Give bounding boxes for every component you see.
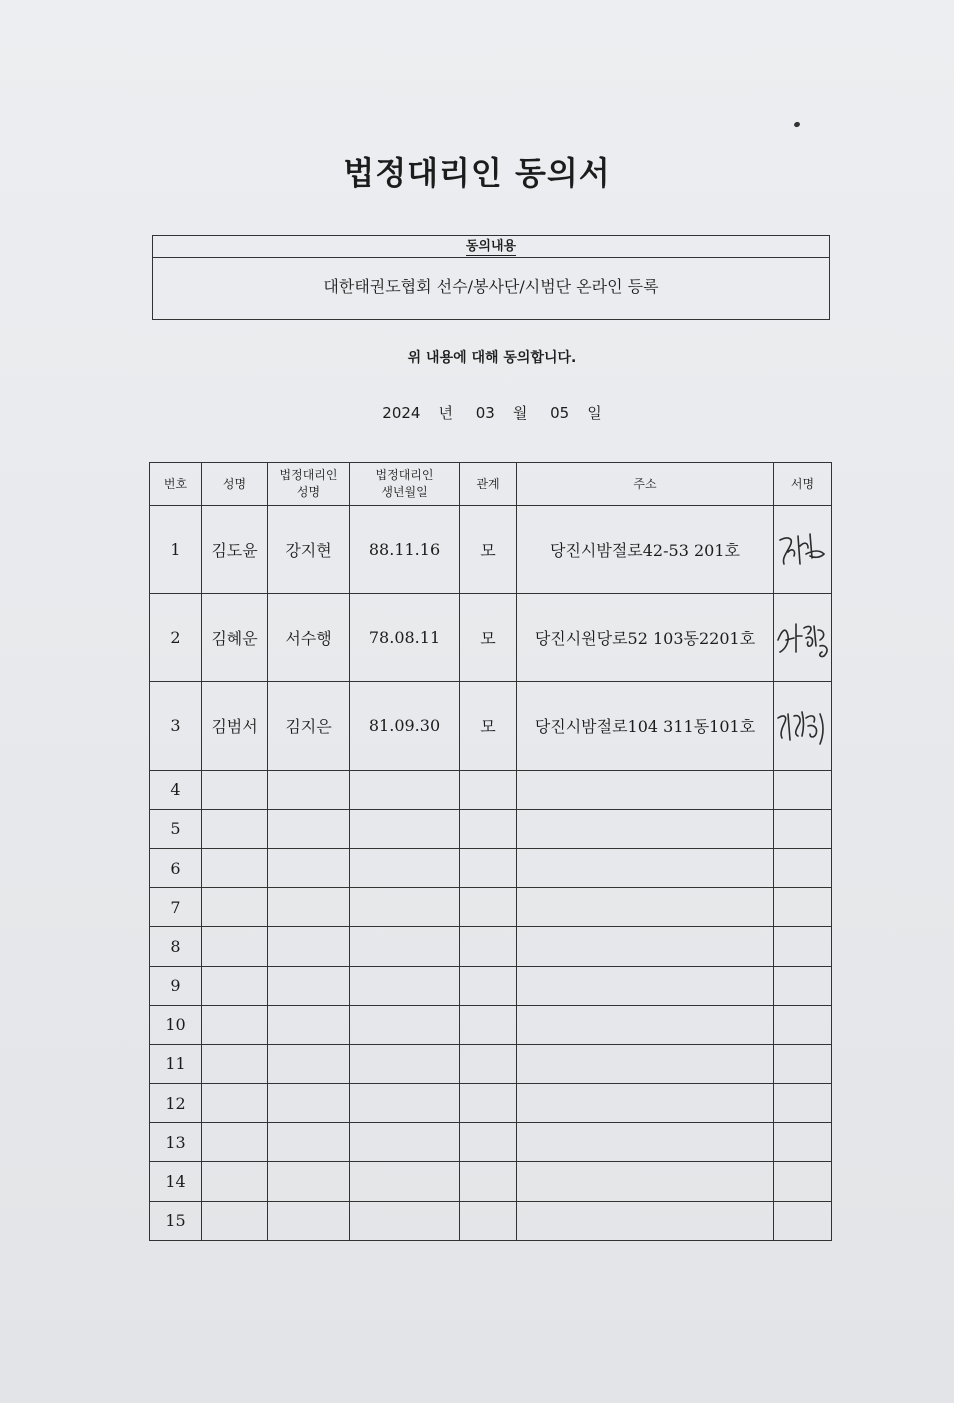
header-relation: 관계	[460, 463, 517, 506]
row-number-cell: 9	[150, 966, 202, 1005]
student-name-cell	[202, 1201, 268, 1240]
student-name-cell	[202, 966, 268, 1005]
table-row	[150, 848, 832, 887]
table-row	[150, 966, 832, 1005]
relation-cell	[460, 1201, 517, 1240]
guardian-birth-cell	[350, 809, 460, 848]
table-row	[150, 594, 832, 682]
table-row	[150, 1123, 832, 1162]
address-cell	[517, 809, 774, 848]
guardian-name-cell: 서수행	[268, 594, 350, 682]
guardian-table	[149, 462, 832, 1241]
relation-cell	[460, 927, 517, 966]
header-name: 성명	[202, 463, 268, 506]
date-year: 2024	[382, 404, 421, 422]
handwritten-signature	[774, 528, 834, 572]
signature-cell	[774, 848, 832, 887]
document-title: 법정대리인 동의서	[343, 154, 611, 192]
address-cell	[517, 848, 774, 887]
row-number-cell: 5	[150, 809, 202, 848]
row-number-cell: 10	[150, 1005, 202, 1044]
address-cell	[517, 770, 774, 809]
relation-cell	[460, 770, 517, 809]
signature-cell	[774, 594, 832, 682]
consent-box-content: 대한태권도협회 선수/봉사단/시범단 온라인 등록	[323, 277, 659, 296]
table-row	[150, 1005, 832, 1044]
guardian-name-cell	[268, 1044, 350, 1083]
date-day: 05	[550, 404, 570, 422]
student-name-cell	[202, 1084, 268, 1123]
guardian-name-cell: 김지은	[268, 682, 350, 770]
signature-cell	[774, 888, 832, 927]
signature-cell	[774, 1162, 832, 1201]
student-name-cell	[202, 927, 268, 966]
signature-cell	[774, 770, 832, 809]
agreement-text: 위 내용에 대해 동의합니다.	[407, 350, 577, 366]
signature-cell	[774, 1005, 832, 1044]
relation-cell	[460, 809, 517, 848]
guardian-name-cell	[268, 1123, 350, 1162]
signature-cell	[774, 682, 832, 770]
address-cell	[517, 1044, 774, 1083]
table-row	[150, 888, 832, 927]
signature-cell	[774, 1084, 832, 1123]
date-month-unit: 월	[512, 404, 528, 422]
signature-cell	[774, 506, 832, 594]
header-guardian-name	[268, 463, 350, 506]
ink-dot	[793, 121, 800, 128]
address-cell	[517, 888, 774, 927]
row-number-cell: 1	[150, 506, 202, 594]
signature-cell	[774, 1044, 832, 1083]
guardian-birth-cell: 88.11.16	[350, 506, 460, 594]
row-number-cell: 11	[150, 1044, 202, 1083]
row-number-cell: 3	[150, 682, 202, 770]
guardian-birth-cell	[350, 770, 460, 809]
guardian-name-cell	[268, 1162, 350, 1201]
signature-cell	[774, 1201, 832, 1240]
address-cell	[517, 1084, 774, 1123]
relation-cell	[460, 1044, 517, 1083]
guardian-name-cell	[268, 888, 350, 927]
address-cell	[517, 1005, 774, 1044]
row-number-cell: 2	[150, 594, 202, 682]
guardian-name-cell	[268, 848, 350, 887]
signature-cell	[774, 966, 832, 1005]
relation-cell	[460, 1162, 517, 1201]
guardian-birth-cell: 81.09.30	[350, 682, 460, 770]
guardian-birth-cell	[350, 1005, 460, 1044]
table-row	[150, 809, 832, 848]
guardian-birth-cell	[350, 1044, 460, 1083]
address-cell: 당진시밤절로42-53 201호	[517, 506, 774, 594]
guardian-birth-cell: 78.08.11	[350, 594, 460, 682]
table-row	[150, 927, 832, 966]
table-row	[150, 682, 832, 770]
header-signature: 서명	[774, 463, 832, 506]
header-guardian-birth-line2: 생년월일	[381, 485, 428, 499]
header-guardian-name-line1: 법정대리인	[279, 468, 338, 482]
student-name-cell	[202, 1162, 268, 1201]
student-name-cell	[202, 848, 268, 887]
signature-cell	[774, 809, 832, 848]
guardian-name-cell	[268, 1084, 350, 1123]
relation-cell	[460, 848, 517, 887]
table-row	[150, 1084, 832, 1123]
handwritten-signature	[774, 616, 834, 660]
consent-box	[152, 235, 830, 320]
table-row	[150, 506, 832, 594]
guardian-birth-cell	[350, 1162, 460, 1201]
table-header-row	[150, 463, 832, 506]
address-cell	[517, 1201, 774, 1240]
row-number-cell: 6	[150, 848, 202, 887]
date-month: 03	[475, 404, 495, 422]
address-cell	[517, 966, 774, 1005]
row-number-cell: 14	[150, 1162, 202, 1201]
row-number-cell: 7	[150, 888, 202, 927]
guardian-birth-cell	[350, 1123, 460, 1162]
guardian-birth-cell	[350, 966, 460, 1005]
guardian-birth-cell	[350, 1084, 460, 1123]
relation-cell: 모	[460, 506, 517, 594]
address-cell	[517, 927, 774, 966]
student-name-cell	[202, 1005, 268, 1044]
guardian-name-cell	[268, 966, 350, 1005]
table-row	[150, 1044, 832, 1083]
row-number-cell: 8	[150, 927, 202, 966]
relation-cell	[460, 966, 517, 1005]
address-cell	[517, 1162, 774, 1201]
consent-header-label: 동의내용	[465, 239, 517, 254]
row-number-cell: 15	[150, 1201, 202, 1240]
guardian-name-cell	[268, 1201, 350, 1240]
student-name-cell: 김도윤	[202, 506, 268, 594]
date-line	[0, 402, 954, 423]
guardian-name-cell	[268, 809, 350, 848]
relation-cell	[460, 1084, 517, 1123]
guardian-name-cell	[268, 770, 350, 809]
date-year-unit: 년	[438, 404, 453, 422]
table-row	[150, 770, 832, 809]
row-number-cell: 12	[150, 1084, 202, 1123]
address-cell: 당진시밤절로104 311동101호	[517, 682, 774, 770]
row-number-cell: 4	[150, 770, 202, 809]
date-day-unit: 일	[587, 404, 602, 422]
table-row	[150, 1162, 832, 1201]
relation-cell: 모	[460, 682, 517, 770]
signature-cell	[774, 927, 832, 966]
guardian-name-cell	[268, 1005, 350, 1044]
relation-cell	[460, 1005, 517, 1044]
guardian-birth-cell	[350, 888, 460, 927]
address-cell: 당진시원당로52 103동2201호	[517, 594, 774, 682]
relation-cell: 모	[460, 594, 517, 682]
header-no: 번호	[150, 463, 202, 506]
student-name-cell: 김범서	[202, 682, 268, 770]
table-row	[150, 1201, 832, 1240]
student-name-cell: 김혜운	[202, 594, 268, 682]
guardian-birth-cell	[350, 927, 460, 966]
guardian-name-cell	[268, 927, 350, 966]
guardian-birth-cell	[350, 848, 460, 887]
student-name-cell	[202, 770, 268, 809]
guardian-name-cell: 강지현	[268, 506, 350, 594]
header-guardian-birth-line1: 법정대리인	[375, 468, 434, 482]
address-cell	[517, 1123, 774, 1162]
header-address: 주소	[517, 463, 774, 506]
relation-cell	[460, 1123, 517, 1162]
handwritten-signature	[774, 704, 834, 748]
row-number-cell: 13	[150, 1123, 202, 1162]
relation-cell	[460, 888, 517, 927]
student-name-cell	[202, 809, 268, 848]
header-guardian-name-line2: 성명	[296, 485, 321, 499]
guardian-birth-cell	[350, 1201, 460, 1240]
student-name-cell	[202, 1044, 268, 1083]
consent-box-header	[153, 236, 829, 258]
student-name-cell	[202, 888, 268, 927]
header-guardian-birth	[350, 463, 460, 506]
signature-cell	[774, 1123, 832, 1162]
student-name-cell	[202, 1123, 268, 1162]
